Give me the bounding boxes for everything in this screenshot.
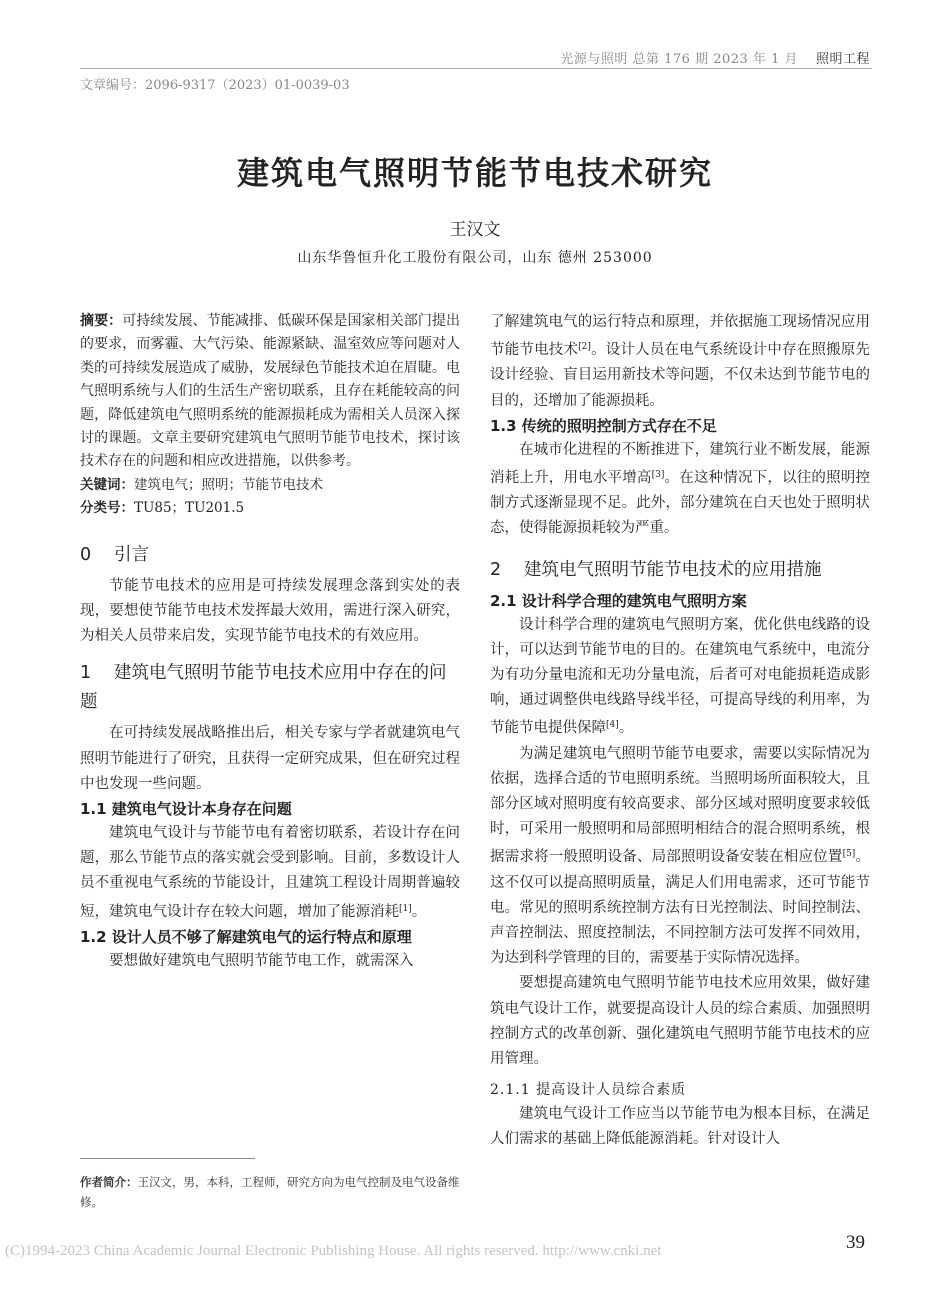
keywords-text: 建筑电气；照明；节能节电技术 xyxy=(134,476,323,493)
citation-ref: [2] xyxy=(578,342,591,353)
article-number: 文章编号：2096-9317（2023）01-0039-03 xyxy=(80,78,350,93)
paragraph-1-1 xyxy=(80,821,460,925)
classification-label: 分类号： xyxy=(80,500,134,517)
left-column xyxy=(80,310,460,974)
subsection-1-2-heading: 1.2 设计人员不够了解建筑电气的运行特点和原理 xyxy=(80,927,412,946)
paragraph-1-2-continued xyxy=(490,310,870,414)
citation-ref: [5] xyxy=(842,849,856,860)
author-affiliation: 山东华鲁恒升化工股份有限公司，山东 德州 253000 xyxy=(297,250,653,266)
page-number: 39 xyxy=(846,1232,865,1253)
section-2-title: 建筑电气照明节能节电技术的应用措施 xyxy=(524,559,822,580)
classification-text: TU85；TU201.5 xyxy=(134,500,245,517)
keywords xyxy=(80,474,460,498)
paragraph-1-3-text: 在城市化进程的不断推进下，建筑行业不断发展，能源消耗上升，用电水平增高 xyxy=(490,441,870,487)
citation-ref: [1] xyxy=(399,903,412,914)
cnki-watermark: (C)1994-2023 China Academic Journal Electronic Publishing House. All rights reserved. http://www.cnki.net xyxy=(5,1243,662,1259)
section-1-title: 建筑电气照明节能节电技术应用中存在的问题 xyxy=(80,663,447,713)
paragraph-1-2-cont-end: 。设计人员在电气系统设计中存在照搬原先设计经验、盲目运用新技术等问题，不仅未达到节能节电的目的，还增加了能源损耗。 xyxy=(490,342,870,409)
paragraph-2-1 xyxy=(490,613,870,742)
running-header xyxy=(560,48,870,67)
paragraph-1: 在可持续发展战略推出后，相关专家与学者就建筑电气照明节能进行了研究，且获得一定研究成果，但在研究过程中也发现一些问题。 xyxy=(80,725,460,792)
author-name: 王汉文 xyxy=(449,220,501,240)
paragraph-1-1-text: 建筑电气设计与节能节电有着密切联系，若设计存在问题，那么节能节点的落实就会受到影响。目前，多数设计人员不重视电气系统的节能设计，且建筑工程设计周期普遍较短，建筑电气设计存在较大问题，增加了能源消耗 xyxy=(80,825,460,920)
section-1-heading xyxy=(80,659,460,717)
journal-info: 光源与照明 总第 176 期 2023 年 1 月 xyxy=(560,52,798,67)
citation-ref: [3] xyxy=(651,470,665,481)
subsection-1-3-heading: 1.3 传统的照明控制方式存在不足 xyxy=(490,416,717,435)
paragraph-2-1-end: 。 xyxy=(618,720,634,737)
subsection-1-1-heading: 1.1 建筑电气设计本身存在问题 xyxy=(80,800,292,819)
abstract-label: 摘要： xyxy=(80,313,123,329)
right-column xyxy=(490,310,870,1153)
author-footnote xyxy=(80,1172,462,1212)
classification xyxy=(80,497,460,521)
paragraph-2-2 xyxy=(490,742,870,972)
paragraph-1-1-end: 。 xyxy=(411,903,427,920)
paragraph-intro: 节能节电技术的应用是可持续发展理念落到实处的表现，要想使节能节电技术发挥最大效用，需进行深入研究，为相关人员带来启发，实现节能节电技术的有效应用。 xyxy=(80,577,460,645)
paragraph-2-1-1: 建筑电气设计工作应当以节能节电为根本目标，在满足人们需求的基础上降低能源消耗。针对设计人 xyxy=(490,1106,870,1148)
abstract xyxy=(80,310,460,474)
paragraph-1-2: 要想做好建筑电气照明节能节电工作，就需深入 xyxy=(109,952,414,969)
paragraph-1-3-end: 。在这种情况下，以往的照明控制方式逐渐显现不足。此外，部分建筑在白天也处于照明状态，使得能源损耗较为严重。 xyxy=(490,470,871,537)
keywords-label: 关键词： xyxy=(80,476,134,493)
section-1-number: 1 xyxy=(80,663,92,684)
section-0-title: 引言 xyxy=(114,544,149,565)
footnote-label: 作者简介： xyxy=(80,1175,138,1189)
subsection-2-1-heading: 2.1 设计科学合理的建筑电气照明方案 xyxy=(490,591,747,610)
paragraph-2-2-text: 为满足建筑电气照明节能节电要求，需要以实际情况为依据，选择合适的节电照明系统。当照明场所面积较大，且部分区域对照明度有较高要求、部分区域对照明度要求较低时，可采用一般照明和局部照明相结合的混合照明系统，根据需求将一般照明设备、局部照明设备安装在相应位置 xyxy=(490,745,870,866)
section-0-heading xyxy=(80,541,460,570)
section-2-heading xyxy=(490,556,870,585)
paragraph-1-3 xyxy=(490,438,870,542)
section-name: 照明工程 xyxy=(815,52,870,67)
paragraph-2-3: 要想提高建筑电气照明节能节电技术应用效果，做好建筑电气设计工作，就要提高设计人员的综合素质、加强照明控制方式的改革创新、强化建筑电气照明节能节电技术的应用管理。 xyxy=(490,975,870,1068)
paper-title: 建筑电气照明节能节电技术研究 xyxy=(236,154,713,192)
paragraph-1-2-cont-text: 了解建筑电气的运行特点和原理，并依据施工现场情况应用节能节电技术 xyxy=(490,314,870,359)
footnote-text: 王汉文，男，本科，工程师，研究方向为电气控制及电气设备维修。 xyxy=(80,1175,460,1209)
paragraph-2-2-end: 。这不仅可以提高照明质量，满足人们用电需求，还可节能节电。常见的照明系统控制方法有日光控制法、时间控制法、声音控制法、照度控制法，不同控制方法可发挥不同效用，为达到科学管理的目的，需要基于实际情况选择。 xyxy=(490,849,871,967)
section-0-number: 0 xyxy=(80,544,92,565)
subsection-2-1-1-heading: 2.1.1 提高设计人员综合素质 xyxy=(490,1082,687,1099)
citation-ref: [4] xyxy=(606,720,619,731)
abstract-text: 可持续发展、节能减排、低碳环保是国家相关部门提出的要求，而雾霾、大气污染、能源紧缺、温室效应等问题对人类的可持续发展造成了威胁，发展绿色节能技术迫在眉睫。电气照明系统与人们的生活生产密切联系，且存在耗能较高的问题，降低建筑电气照明系统的能源损耗成为需相关人员深入探讨的课题。文章主要研究建筑电气照明节能节电技术，探讨该技术存在的问题和相应改进措施，以供参考。 xyxy=(80,313,461,470)
section-2-number: 2 xyxy=(490,559,502,580)
header-rule xyxy=(80,68,872,69)
footnote-rule xyxy=(80,1158,255,1159)
paragraph-2-1-text: 设计科学合理的建筑电气照明方案，优化供电线路的设计，可以达到节能节电的目的。在建筑电气系统中，电流分为有功分量电流和无功分量电流，后者可对电能损耗造成影响，通过调整供电线路导线半径，可提高导线的利用率，为节能节电提供保障 xyxy=(490,616,870,737)
